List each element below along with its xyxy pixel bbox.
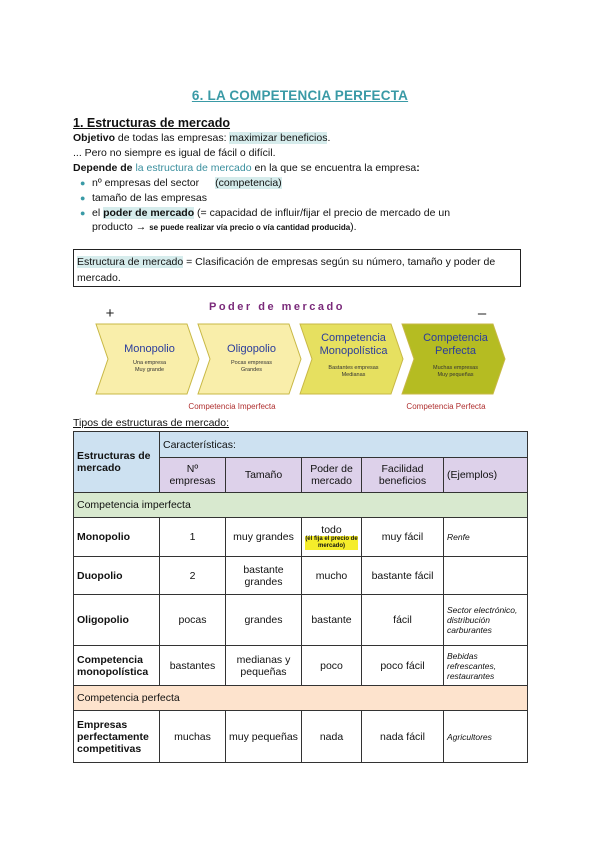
chevron-subtitle: Medianas bbox=[341, 372, 366, 378]
table-caption: Tipos de estructuras de mercado: bbox=[73, 417, 230, 429]
chevron-subtitle: Una empresa bbox=[132, 360, 167, 366]
chevron-subtitle: Muy pequeñas bbox=[437, 372, 474, 378]
table-row: Empresas perfectamente competitivas muchas muy pequeñas nada nada fácil Agricultores bbox=[74, 711, 528, 763]
bullet-dot-icon: ● bbox=[80, 178, 86, 188]
line-2: ... Pero no siempre es igual de fácil o difícil. bbox=[73, 147, 276, 159]
objetivo-label: Objetivo bbox=[73, 132, 116, 144]
chevron-subtitle: Bastantes empresas bbox=[328, 365, 379, 371]
header-estructuras: Estructuras de mercado bbox=[74, 432, 160, 493]
table-row: Competencia monopolística bastantes medianas y pequeñas poco poco fácil Bebidas refrescantes, restaurantes bbox=[74, 646, 528, 686]
header-tamano: Tamaño bbox=[226, 458, 302, 493]
bullet-2: ● tamaño de las empresas bbox=[80, 192, 207, 204]
header-num-empresas: Nº empresas bbox=[160, 458, 226, 493]
label-competencia-imperfecta: Competencia Imperfecta bbox=[188, 402, 276, 411]
header-ejemplos: (Ejemplos) bbox=[444, 458, 528, 493]
depende-link: la estructura de mercado bbox=[135, 162, 252, 174]
market-structures-table bbox=[73, 431, 528, 763]
table-row: Monopolio 1 muy grandes todo (él fija el precio de mercado) muy fácil Renfe bbox=[74, 518, 528, 557]
bullet-dot-icon: ● bbox=[80, 208, 86, 218]
power-note: (él fija el precio de mercado) bbox=[305, 536, 358, 549]
group-imperfecta: Competencia imperfecta bbox=[74, 493, 528, 518]
chevron-subtitle: Grandes bbox=[240, 367, 263, 373]
chevron-subtitle: Muy grande bbox=[134, 367, 165, 373]
chevron-title: Competencia bbox=[423, 332, 488, 344]
market-power-diagram bbox=[90, 296, 510, 416]
objetivo-line: Objetivo de todas las empresas: maximizar beneficios. bbox=[73, 132, 331, 144]
page-title: 6. LA COMPETENCIA PERFECTA bbox=[191, 88, 409, 103]
table-row: Duopolio 2 bastante grandes mucho bastante fácil bbox=[74, 557, 528, 595]
chevron-title: Competencia bbox=[321, 332, 386, 344]
chevron-subtitle: Pocas empresas bbox=[231, 360, 272, 366]
label-competencia-perfecta: Competencia Perfecta bbox=[406, 402, 486, 411]
chevron-arrow-2 bbox=[300, 324, 403, 394]
chevron-title: Perfecta bbox=[435, 345, 476, 357]
objetivo-highlight: maximizar beneficios bbox=[229, 132, 328, 144]
bullet-1: ● nº empresas del sector (competencia) bbox=[80, 177, 282, 189]
bullet-3-cont: producto → se puede realizar vía precio o vía cantidad producida). bbox=[92, 221, 357, 233]
minus-sign: – bbox=[477, 305, 487, 322]
section-heading: 1. Estructuras de mercado bbox=[73, 116, 231, 130]
group-perfecta: Competencia perfecta bbox=[74, 686, 528, 711]
bullet-dot-icon: ● bbox=[80, 193, 86, 203]
header-poder: Poder de mercado bbox=[302, 458, 362, 493]
chevron-arrow-1 bbox=[198, 324, 301, 394]
plus-sign: + bbox=[105, 305, 115, 322]
diagram-heading: Poder de mercado bbox=[209, 301, 345, 313]
chevron-shape bbox=[96, 324, 199, 394]
chevron-title: Monopolística bbox=[319, 345, 388, 357]
header-facilidad: Facilidad beneficios bbox=[362, 458, 444, 493]
chevron-subtitle: Muchas empresas bbox=[433, 365, 478, 371]
header-caracteristicas: Características: bbox=[160, 432, 528, 458]
table-row: Oligopolio pocas grandes bastante fácil Sector electrónico, distribución carburantes bbox=[74, 595, 528, 646]
definition-box: Estructura de mercado = Clasificación de empresas según su número, tamaño y poder de mercado. bbox=[73, 249, 521, 287]
chevron-arrow-0 bbox=[96, 324, 199, 394]
depende-line: Depende de la estructura de mercado en la que se encuentra la empresa: bbox=[73, 162, 420, 174]
bullet-3: ● el poder de mercado (= capacidad de influir/fijar el precio de mercado de un bbox=[80, 207, 451, 219]
chevron-title: Monopolio bbox=[124, 343, 175, 355]
chevron-shape bbox=[198, 324, 301, 394]
chevron-arrow-3 bbox=[402, 324, 505, 394]
chevron-title: Oligopolio bbox=[227, 343, 276, 355]
